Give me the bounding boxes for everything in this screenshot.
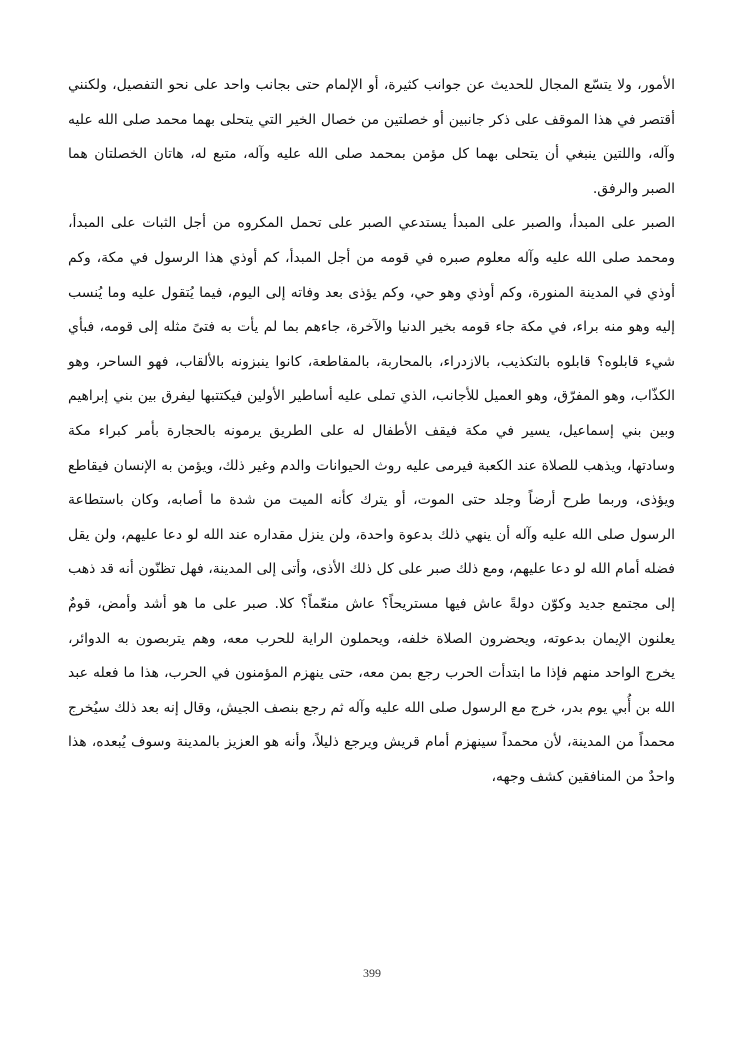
paragraph-patience: الصبر على المبدأ، والصبر على المبدأ يستدعي الصبر على تحمل المكروه من أجل الثبات على المبدأ، ومحمد صلى الله عليه وآله معلوم صبره في قومه من أجل المبدأ، كم أوذي هذا الرسول في مكة، وكم أوذي في المدينة المنورة، وكم أوذي وهو حي، وكم يؤذى بعد وفاته إلى اليوم، فيما يُتقول عليه وما يُنسب إليه وهو منه براء، في مكة جاء قومه بخير الدنيا والآخرة، جاءهم بما لم يأت به فتىً مثله إلى قومه، فبأي شيء قابلوه؟ قابلوه بالتكذيب، بالازدراء، بالمحاربة، بالمقاطعة، كانوا ينبزونه بالألقاب، فهو الساحر، وهو الكذّاب، وهو المفرّق، وهو العميل للأجانب، الذي تملى عليه أساطير الأولين فيكتتبها ليفرق بين بني إبراهيم وبين بني إسماعيل، يسير في مكة فيقف الأطفال له على الطريق يرمونه بالحجارة بأمر كبراء مكة وسادتها، ويذهب للصلاة عند الكعبة فيرمى عليه روث الحيوانات والدم وغير ذلك، ويؤمن به الإنسان فيقاطع ويؤذى، وربما طرح أرضاً وجلد حتى الموت، أو يترك كأنه الميت من شدة ما أصابه، وكان باستطاعة الرسول صلى الله عليه وآله أن ينهي ذلك بدعوة واحدة، ولن ينزل مقداره عند الله لو دعا عليهم، ولن يقل فضله أمام الله لو دعا عليهم، ومع ذلك صبر على كل ذلك الأذى، وأتى إلى المدينة، فهل تظنّون أنه قد ذهب إلى مجتمع جديد وكوّن دولةً عاش فيها مستريحاً؟ عاش منعّماً؟ كلا. صبر على ما هو أشد وأمض، قومٌ يعلنون الإيمان بدعوته، ويحضرون الصلاة خلفه، ويحملون الراية للحرب معه، وهم يتربصون به الدوائر، يخرج الواحد منهم فإذا ما ابتدأت الحرب رجع بمن معه، حتى ينهزم المؤمنون في الحرب، هذا ما فعله عبد الله بن أُبي يوم بدر، خرج مع الرسول صلى الله عليه وآله ثم رجع بنصف الجيش، وقال إنه بعد ذلك سيُخرج محمداً من المدينة، لأن محمداً سينهزم أمام قريش ويرجع ذليلاً، وأنه هو العزيز بالمدينة وسوف يُبعده، هذا واحدٌ من المنافقين كشف وجهه، [68, 215, 675, 785]
body-text [68, 68, 675, 794]
paragraph-intro: الأمور، ولا يتسّع المجال للحديث عن جوانب كثيرة، أو الإلمام حتى بجانب واحد على نحو التفصيل، ولكنني أقتصر في هذا الموقف على ذكر جانبين أو خصلتين من خصال الخير التي يتحلى بهما محمد صلى الله عليه وآله، واللتين ينبغي أن يتحلى بهما كل مؤمن بمحمد صلى الله عليه وآله، متبع له، هاتان الخصلتان هما الصبر والرفق. [68, 77, 675, 197]
page-number: 399 [363, 966, 381, 980]
